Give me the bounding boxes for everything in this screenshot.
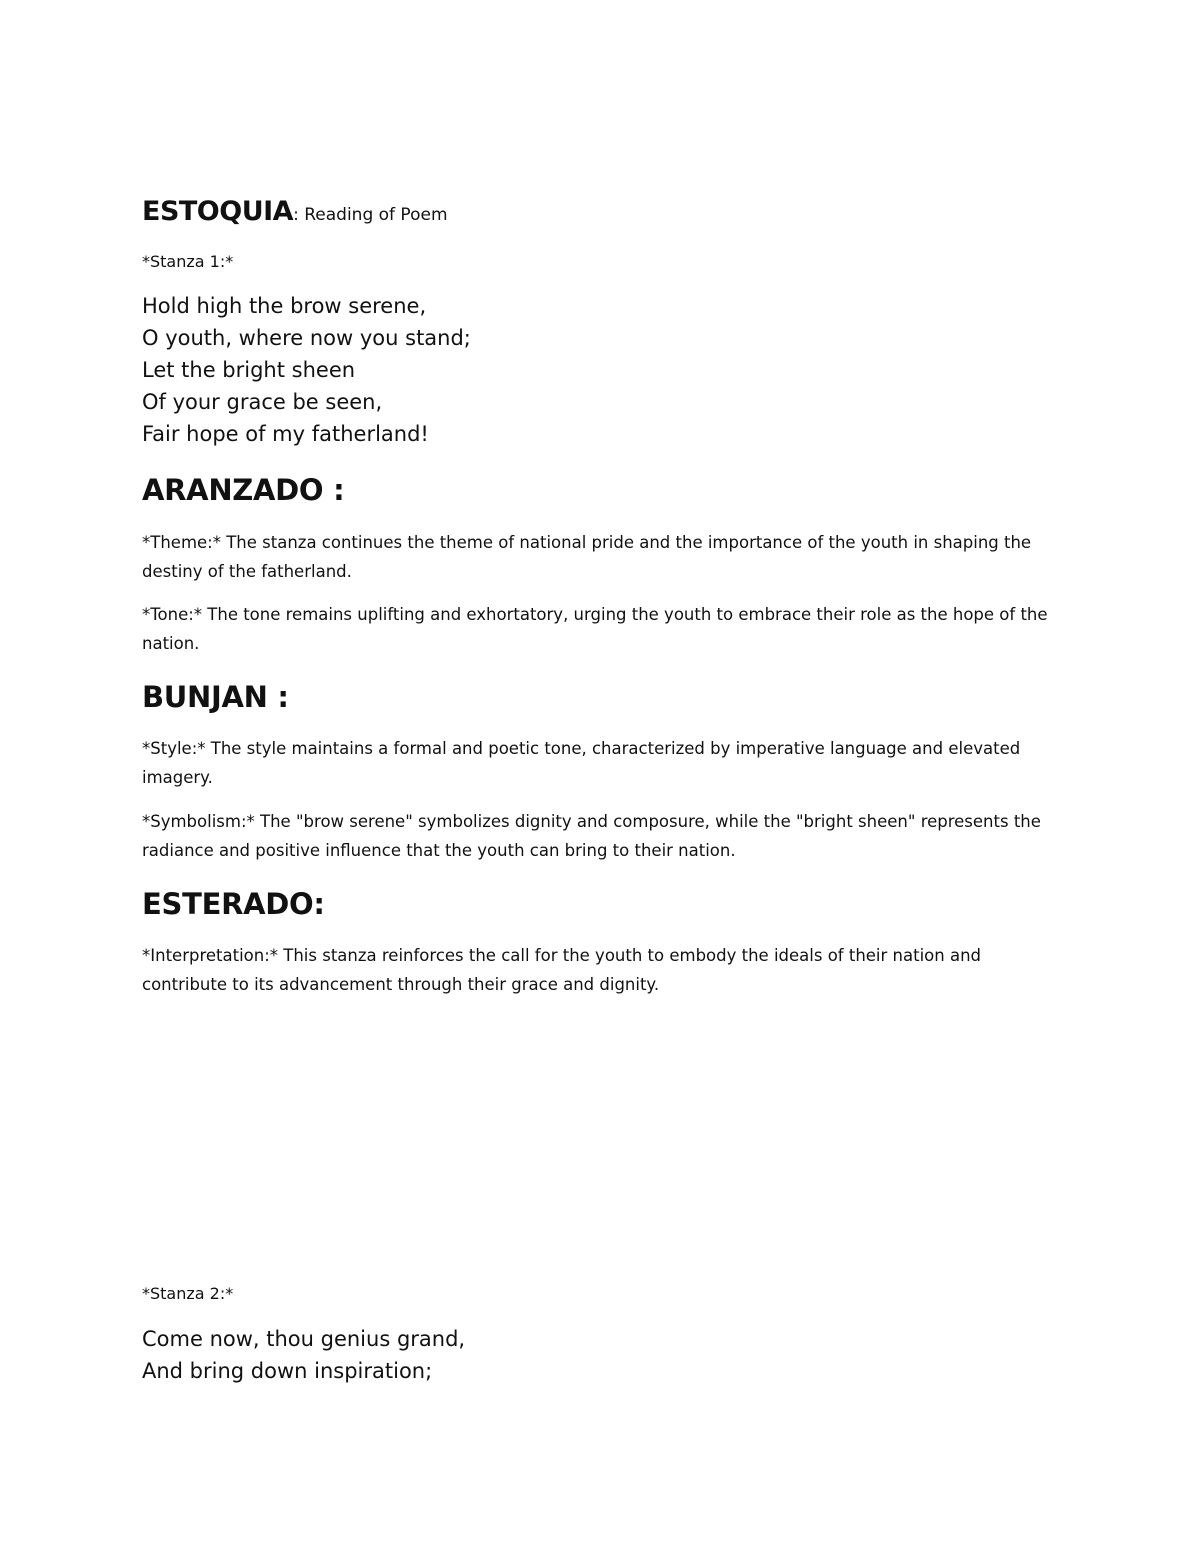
section-paragraph-style: *Style:* The style maintains a formal and poetic tone, characterized by imperative language and elevated imagery. — [142, 739, 1021, 787]
stanza-2-label: *Stanza 2:* — [142, 1284, 234, 1303]
section-paragraph-theme: *Theme:* The stanza continues the theme of national pride and the importance of the youth in shaping the destiny of the fatherland. — [142, 533, 1032, 581]
stanza-1-poem — [142, 290, 1062, 450]
title-separator: : — [293, 205, 305, 225]
poem-line: O youth, where now you stand; — [142, 326, 471, 350]
document-title — [142, 194, 1062, 234]
poem-line: Let the bright sheen — [142, 358, 356, 382]
section-paragraph-symbolism: *Symbolism:* The "brow serene" symbolizes dignity and composure, while the "bright sheen" represents the radiance and positive influence that the youth can bring to their nation. — [142, 812, 1041, 860]
poem-line: Fair hope of my fatherland! — [142, 422, 429, 446]
stanza-2-poem — [142, 1323, 1062, 1387]
title-subtitle: Reading of Poem — [304, 205, 448, 225]
poem-line: Come now, thou genius grand, — [142, 1327, 466, 1351]
section-heading-aranzado: ARANZADO : — [142, 473, 345, 507]
poem-line: And bring down inspiration; — [142, 1359, 433, 1383]
poem-line: Hold high the brow serene, — [142, 294, 427, 318]
title-name: ESTOQUIA — [142, 196, 294, 227]
section-heading-bunjan: BUNJAN : — [142, 680, 289, 714]
poem-line: Of your grace be seen, — [142, 390, 383, 414]
section-paragraph-interpretation: *Interpretation:* This stanza reinforces the call for the youth to embody the ideals of their nation and contribute to its advancement through their grace and dignity. — [142, 946, 982, 994]
stanza-1-label: *Stanza 1:* — [142, 252, 234, 271]
section-heading-esterado: ESTERADO: — [142, 887, 325, 921]
section-paragraph-tone: *Tone:* The tone remains uplifting and exhortatory, urging the youth to embrace their role as the hope of the nation. — [142, 605, 1048, 653]
